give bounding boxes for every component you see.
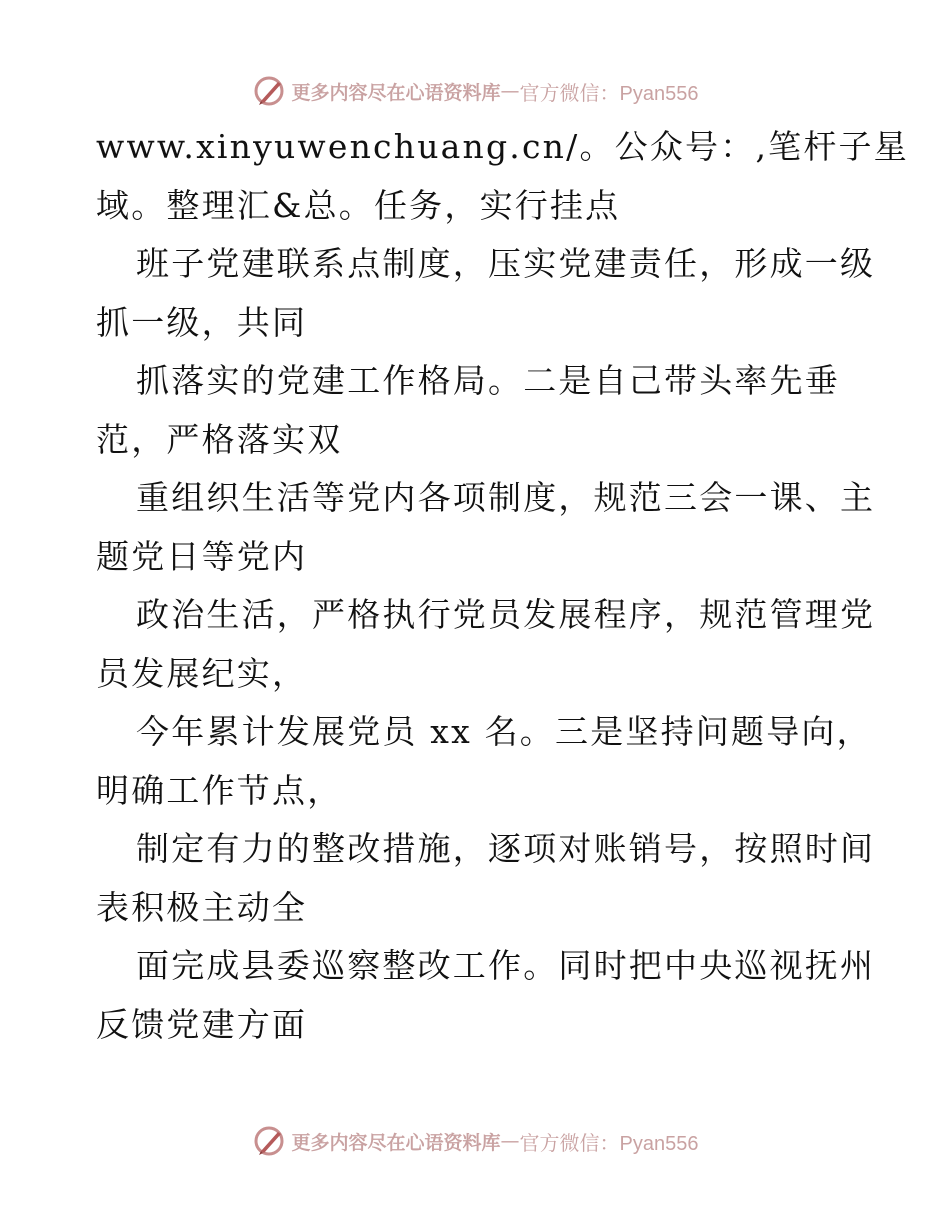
quill-pen-circle-logo [252, 74, 286, 108]
document-body [96, 118, 909, 1054]
text-line: 反馈党建方面 [96, 1004, 308, 1044]
text-line: 员发展纪实， [96, 653, 308, 693]
text-line: 抓一级，共同 [96, 302, 308, 342]
text-line: 今年累计发展党员 xx 名。三是坚持问题导向， [136, 712, 872, 751]
watermark-separator: — [500, 1130, 520, 1152]
text-line: 表积极主动全 [96, 887, 308, 927]
watermark-wechat: 官方微信：Pyan556 [519, 1132, 699, 1155]
quill-pen-circle-logo [252, 1124, 286, 1158]
text-line: 班子党建联系点制度，压实党建责任，形成一级 [136, 244, 876, 283]
watermark-text: 更多内容尽在心语资料库 [291, 81, 501, 104]
text-line: 面完成县委巡察整改工作。同时把中央巡视抚州 [136, 946, 876, 985]
text-line: 制定有力的整改措施，逐项对账销号，按照时间 [136, 829, 876, 868]
text-line: 题党日等党内 [96, 536, 308, 576]
text-line: www.xinyuwenchuang.cn/。公众号：,笔杆子星 [96, 127, 909, 166]
header-watermark [0, 71, 950, 111]
footer-watermark [0, 1121, 950, 1161]
text-line: 范，严格落实双 [96, 419, 343, 459]
text-line: 重组织生活等党内各项制度，规范三会一课、主 [136, 478, 876, 517]
watermark-wechat: 官方微信：Pyan556 [519, 82, 699, 105]
text-line: 政治生活，严格执行党员发展程序，规范管理党 [136, 595, 876, 634]
text-line: 域。整理汇&总。任务，实行挂点 [96, 185, 621, 225]
text-line: 抓落实的党建工作格局。二是自己带头率先垂 [136, 361, 840, 400]
text-line: 明确工作节点， [96, 770, 343, 810]
watermark-separator: — [500, 80, 520, 102]
watermark-text: 更多内容尽在心语资料库 [291, 1131, 501, 1154]
